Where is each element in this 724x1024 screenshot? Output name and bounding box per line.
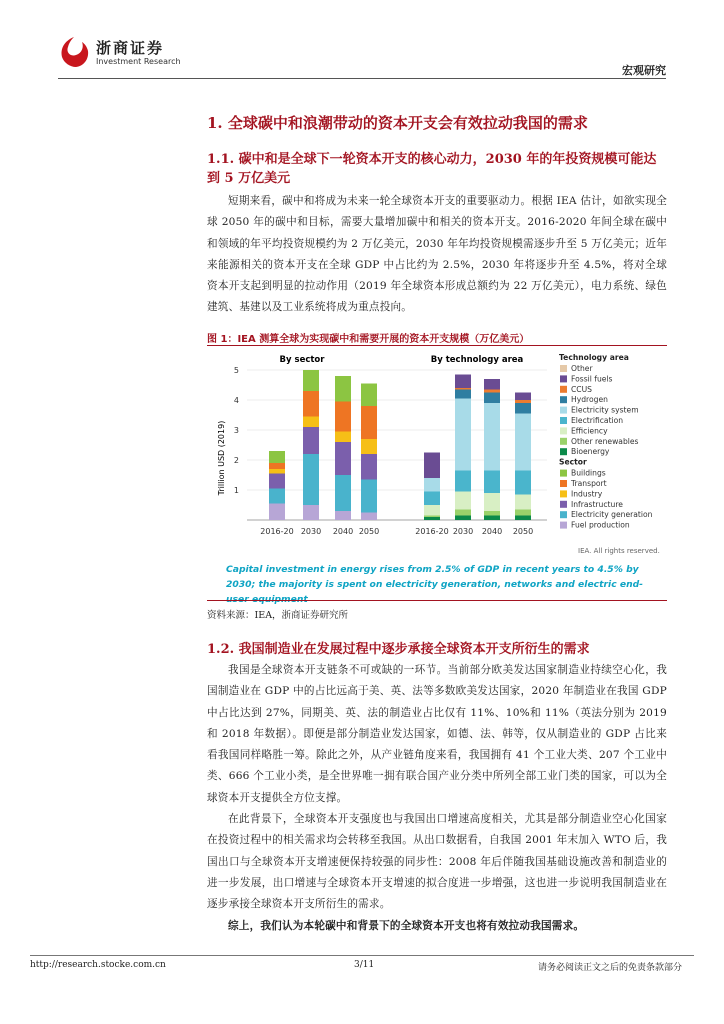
logo-name: 浙商证券 <box>96 39 165 57</box>
footer-disclaimer: 请务必阅读正文之后的免责条款部分 <box>537 963 682 973</box>
legend-swatch <box>560 438 567 445</box>
bar-segment <box>361 406 377 439</box>
section-1-2-title: 1.2. 我国制造业在发展过程中逐步承接全球资本开支所衍生的需求 <box>207 642 590 657</box>
bar-segment <box>361 439 377 454</box>
legend-label: Electricity generation <box>571 510 653 520</box>
bar-segment <box>484 403 500 471</box>
figure-caption: Capital investment in energy rises from 2.5% of GDP in recent years to 4.5% by 2030; the majority is spent on electricity generation, networks and electric end- <box>226 564 643 590</box>
legend-label: Efficiency <box>571 426 608 436</box>
section-1-1-body <box>207 191 667 319</box>
bar-segment <box>455 375 471 389</box>
y-tick-label: 4 <box>233 396 239 405</box>
legend-label: Fossil fuels <box>571 374 613 384</box>
bar-segment <box>515 516 531 521</box>
bar-segment <box>361 513 377 521</box>
bars <box>269 370 531 520</box>
bar-segment <box>335 432 351 443</box>
conclusion-paragraph: 综上，我们认为本轮碳中和背景下的全球资本开支也将有效拉动我国需求。 <box>228 919 585 932</box>
legend-label: Fuel production <box>571 520 630 530</box>
bar-segment <box>515 400 531 403</box>
x-tick-label: 2016-20 <box>260 527 294 536</box>
panel-title-technology: By technology area <box>430 355 524 365</box>
x-tick-label: 2030 <box>300 527 322 536</box>
bar-segment <box>269 469 285 474</box>
section-1-title: 1. 全球碳中和浪潮带动的资本开支会有效拉动我国的需求 <box>207 114 588 132</box>
bar-segment <box>335 511 351 520</box>
bar-segment <box>361 384 377 407</box>
legend-swatch <box>560 396 567 403</box>
legend-label: Electricity system <box>571 405 639 415</box>
bar-segment <box>335 402 351 432</box>
y-tick-label: 5 <box>233 366 239 375</box>
bar-segment <box>424 505 440 516</box>
x-tick-label: 2040 <box>481 527 503 536</box>
bar-segment <box>335 475 351 511</box>
figure-source: 资料来源：IEA，浙商证券研究所 <box>207 610 349 621</box>
y-tick-label: 1 <box>233 486 239 495</box>
panel-title-sector: By sector <box>279 355 325 365</box>
iea-investment-chart <box>207 348 667 563</box>
bar-segment <box>484 390 500 393</box>
x-tick-label: 2040 <box>332 527 354 536</box>
bar-segment <box>303 370 319 391</box>
legend-label: CCUS <box>571 384 592 394</box>
bar-segment <box>361 480 377 513</box>
bar-segment <box>424 478 440 492</box>
paragraph: 短期来看，碳中和将成为未来一轮全球资本开支的重要驱动力。根据 IEA 估计，如欲实现全球 2050 年的碳中和目标，需要大量增加碳中和相关的资本开支。2016-2020 年间全球在碳中和领域的年平均投资规模约为 2 万亿美元，2030 年年均投资规模需逐步升至 5 万亿美元；近年来能源相关的资本开支在全球 GDP 中占比约为 2.5%，2030 年将逐步升至 4.5%，将对全球资本开支起到明显的拉动作用（2019 年全球资本形成总额约为 22 万亿美元），电力系统、绿色建筑、基建以及工业系统将成为重点投向。 <box>207 195 667 314</box>
bar-segment <box>303 454 319 505</box>
bar-segment <box>455 390 471 399</box>
bar-segment <box>515 403 531 414</box>
bar-segment <box>424 516 440 518</box>
legend-swatch <box>560 501 567 508</box>
figure-title: 图 1：IEA 测算全球为实现碳中和需要开展的资本开支规模（万亿美元） <box>207 334 530 345</box>
bar-segment <box>515 495 531 510</box>
legend-swatch <box>560 386 567 393</box>
x-tick-label: 2030 <box>452 527 474 536</box>
legend-swatch <box>560 470 567 477</box>
bar-segment <box>335 376 351 402</box>
x-tick-label: 2016-20 <box>415 527 449 536</box>
bar-segment <box>361 454 377 480</box>
legend-label: Electrification <box>571 416 624 425</box>
bar-segment <box>484 393 500 404</box>
paragraph: 在此背景下，全球资本开支强度也与我国出口增速高度相关，尤其是部分制造业空心化国家在投资过程中的相关需求均会转移至我国。从出口数据看，自我国 2001 年末加入 WTO 后，我国出口与全球资本开支增速便保持较强的同步性：2008 年后伴随我国基础设施改善和制造业的进一步发展，出口增速与全球资本开支增速的拟合度进一步增强，这也进一步说明我国制造业在逐步承接全球资本开支所衍生的需求。 <box>207 813 667 911</box>
copyright-note: IEA. All rights reserved. <box>578 547 660 555</box>
legend-label: Bioenergy <box>571 447 610 457</box>
section-1-1-title: 1.1. 碳中和是全球下一轮资本开支的核心动力，2030 年的年投资规模可能达到 5 万亿美元 <box>207 152 657 186</box>
legend-label: Other <box>571 364 593 373</box>
y-tick-label: 3 <box>233 426 239 435</box>
bar-segment <box>484 511 500 516</box>
y-axis-label: Trillion USD (2019) <box>217 420 226 496</box>
legend-swatch <box>560 480 567 487</box>
bar-segment <box>484 516 500 521</box>
bar-segment <box>269 463 285 469</box>
legend-swatch <box>560 490 567 497</box>
bar-segment <box>303 505 319 520</box>
paragraph: 我国是全球资本开支链条不可或缺的一环节。当前部分欧美发达国家制造业持续空心化，我国制造业在 GDP 中的占比远高于美、英、法等多数欧美发达国家，2020 年制造业在我国 GDP 中占比达到 27%，同期美、英、法的制造业占比仅有 11%、10%和 11%（英法分别为 2019 和 2018 年数据）。即便是部分制造业发达国家，如德、法、韩等，仅从制造业的 GDP 占比来看我国同样略胜一筹。除此之外，从产业链角度来看，我国拥有 41 个工业大类、207 个工业中类、666 个工业小类，是全世界唯一拥有联合国产业分类中所列全部工业门类的国家，可以为全球资本开支提供全方位支撑。 <box>207 664 667 804</box>
bar-segment <box>455 399 471 471</box>
bar-segment <box>269 451 285 463</box>
legend-swatch <box>560 511 567 518</box>
bar-segment <box>484 471 500 494</box>
legend-swatch <box>560 427 567 434</box>
logo-icon <box>58 35 90 69</box>
bar-segment <box>455 516 471 521</box>
report-category: 宏观研究 <box>622 64 666 77</box>
bar-segment <box>335 442 351 475</box>
footer-url[interactable]: http://research.stocke.com.cn <box>30 960 166 970</box>
figure-top-rule <box>207 345 667 346</box>
x-tick-label: 2050 <box>512 527 534 536</box>
bar-segment <box>455 510 471 516</box>
bar-segment <box>515 510 531 516</box>
bar-segment <box>424 517 440 520</box>
logo-subtitle: Investment Research <box>96 57 181 66</box>
legend-label: Other renewables <box>571 436 639 446</box>
legend-title-technology: Technology area <box>559 353 629 362</box>
bar-segment <box>455 471 471 492</box>
footer-divider <box>30 955 694 956</box>
bar-segment <box>269 504 285 521</box>
bar-segment <box>484 379 500 390</box>
header-divider <box>58 78 666 79</box>
bar-segment <box>515 414 531 471</box>
bar-segment <box>424 453 440 479</box>
legend-label: Hydrogen <box>571 395 608 405</box>
legend-label: Infrastructure <box>571 499 623 509</box>
bar-segment <box>424 492 440 506</box>
legend-label: Buildings <box>571 468 606 478</box>
y-tick-label: 2 <box>233 456 239 465</box>
section-1-2-body <box>207 660 667 937</box>
legend <box>559 353 653 530</box>
x-axis-labels <box>260 527 533 536</box>
bar-segment <box>269 474 285 489</box>
bar-segment <box>269 489 285 504</box>
x-tick-label: 2050 <box>358 527 380 536</box>
legend-title-sector: Sector <box>559 457 587 467</box>
bar-segment <box>455 492 471 510</box>
bar-segment <box>455 388 471 390</box>
legend-swatch <box>560 365 567 372</box>
page-number: 3/11 <box>354 960 375 970</box>
figure-bottom-rule <box>207 600 667 601</box>
legend-swatch <box>560 407 567 414</box>
legend-label: Transport <box>571 479 607 488</box>
bar-segment <box>484 493 500 511</box>
bar-segment <box>303 427 319 454</box>
legend-swatch <box>560 417 567 424</box>
bar-segment <box>303 417 319 428</box>
bar-segment <box>515 471 531 495</box>
legend-swatch <box>560 375 567 382</box>
legend-swatch <box>560 448 567 455</box>
bar-segment <box>515 393 531 401</box>
bar-segment <box>303 391 319 417</box>
legend-label: Industry <box>571 489 603 499</box>
legend-swatch <box>560 522 567 529</box>
